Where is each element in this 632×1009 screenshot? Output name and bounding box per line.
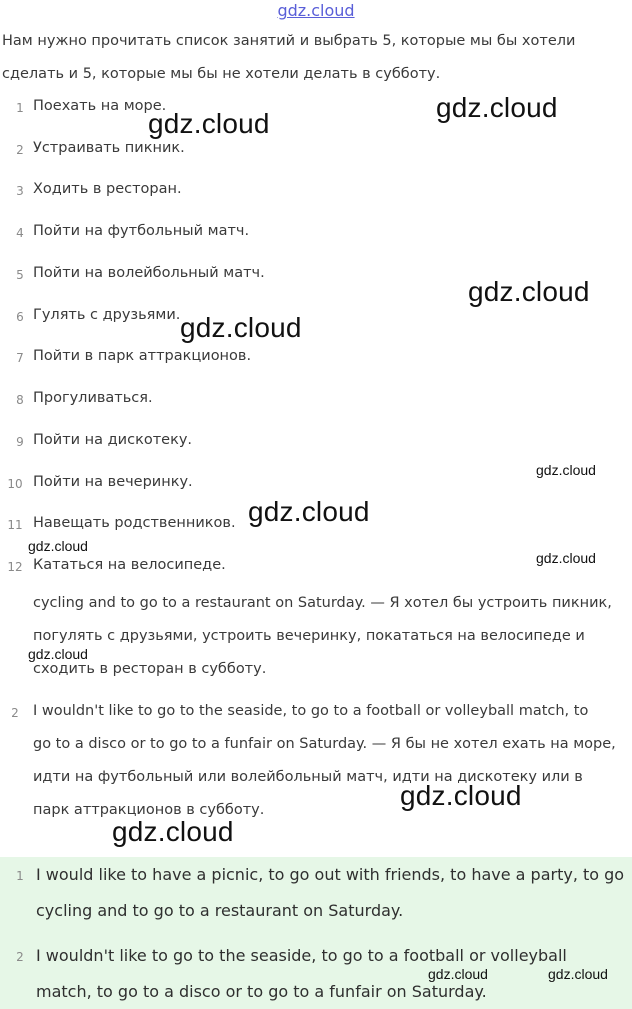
activity-item: Пойти на вечеринку. — [33, 474, 193, 490]
highlighted-line: I wouldn't like to go to the seaside, to go to a football or volleyball — [36, 946, 567, 965]
activity-item: Поехать на море. — [33, 98, 167, 114]
activity-number: 2 — [16, 143, 24, 157]
watermark: gdz.cloud — [28, 538, 88, 554]
activity-number: 12 — [7, 560, 23, 574]
answer1-line: сходить в ресторан в субботу. — [33, 661, 267, 677]
activity-number: 10 — [7, 477, 23, 491]
highlighted-line: cycling and to go to a restaurant on Saturday. — [36, 901, 404, 920]
highlighted-number: 2 — [16, 950, 24, 964]
highlighted-line: match, to go to a disco or to go to a funfair on Saturday. — [36, 982, 487, 1001]
watermark: gdz.cloud — [536, 550, 596, 566]
answer1-line: погулять с друзьями, устроить вечеринку, покататься на велосипеде и — [33, 628, 585, 644]
activity-number: 11 — [7, 518, 23, 532]
watermark: gdz.cloud — [112, 816, 234, 847]
answer2-line: I wouldn't like to go to the seaside, to go to a football or volleyball match, to — [33, 703, 589, 719]
activity-number: 5 — [16, 268, 24, 282]
watermark: gdz.cloud — [400, 780, 522, 811]
activity-item: Пойти на волейбольный матч. — [33, 265, 265, 281]
activity-item: Пойти в парк аттракционов. — [33, 348, 252, 364]
activity-item: Пойти на дискотеку. — [33, 432, 193, 448]
watermark: gdz.cloud — [536, 462, 596, 478]
intro-line-2: сделать и 5, которые мы бы не хотели делать в субботу. — [2, 66, 441, 82]
watermark: gdz.cloud — [428, 966, 488, 982]
activity-item: Кататься на велосипеде. — [33, 557, 226, 573]
activity-number: 6 — [16, 310, 24, 324]
activity-number: 3 — [16, 184, 24, 198]
header-watermark[interactable]: gdz.cloud — [277, 1, 355, 20]
answer2-line: идти на футбольный или волейбольный матч, идти на дискотеку или в — [33, 769, 583, 785]
activity-item: Устраивать пикник. — [33, 140, 185, 156]
activity-number: 1 — [16, 101, 24, 115]
activity-item: Ходить в ресторан. — [33, 181, 182, 197]
activity-number: 4 — [16, 226, 24, 240]
watermark: gdz.cloud — [28, 646, 88, 662]
answer2-number: 2 — [11, 706, 19, 720]
highlighted-line: I would like to have a picnic, to go out with friends, to have a party, to go — [36, 865, 625, 884]
highlighted-number: 1 — [16, 869, 24, 883]
answer2-line: go to a disco or to go to a funfair on Saturday. — Я бы не хотел ехать на море, — [33, 736, 616, 752]
activity-item: Прогуливаться. — [33, 390, 153, 406]
answer2-line: парк аттракционов в субботу. — [33, 802, 265, 818]
watermark: gdz.cloud — [248, 496, 370, 527]
watermark: gdz.cloud — [468, 276, 590, 307]
intro-line-1: Нам нужно прочитать список занятий и выбрать 5, которые мы бы хотели — [2, 33, 576, 49]
activity-number: 7 — [16, 351, 24, 365]
watermark: gdz.cloud — [148, 108, 270, 139]
watermark: gdz.cloud — [436, 92, 558, 123]
answer1-line: cycling and to go to a restaurant on Saturday. — Я хотел бы устроить пикник, — [33, 595, 612, 611]
activity-number: 9 — [16, 435, 24, 449]
activity-number: 8 — [16, 393, 24, 407]
activity-item: Навещать родственников. — [33, 515, 236, 531]
watermark: gdz.cloud — [548, 966, 608, 982]
watermark: gdz.cloud — [180, 312, 302, 343]
activity-item: Пойти на футбольный матч. — [33, 223, 250, 239]
activity-item: Гулять с друзьями. — [33, 307, 181, 323]
